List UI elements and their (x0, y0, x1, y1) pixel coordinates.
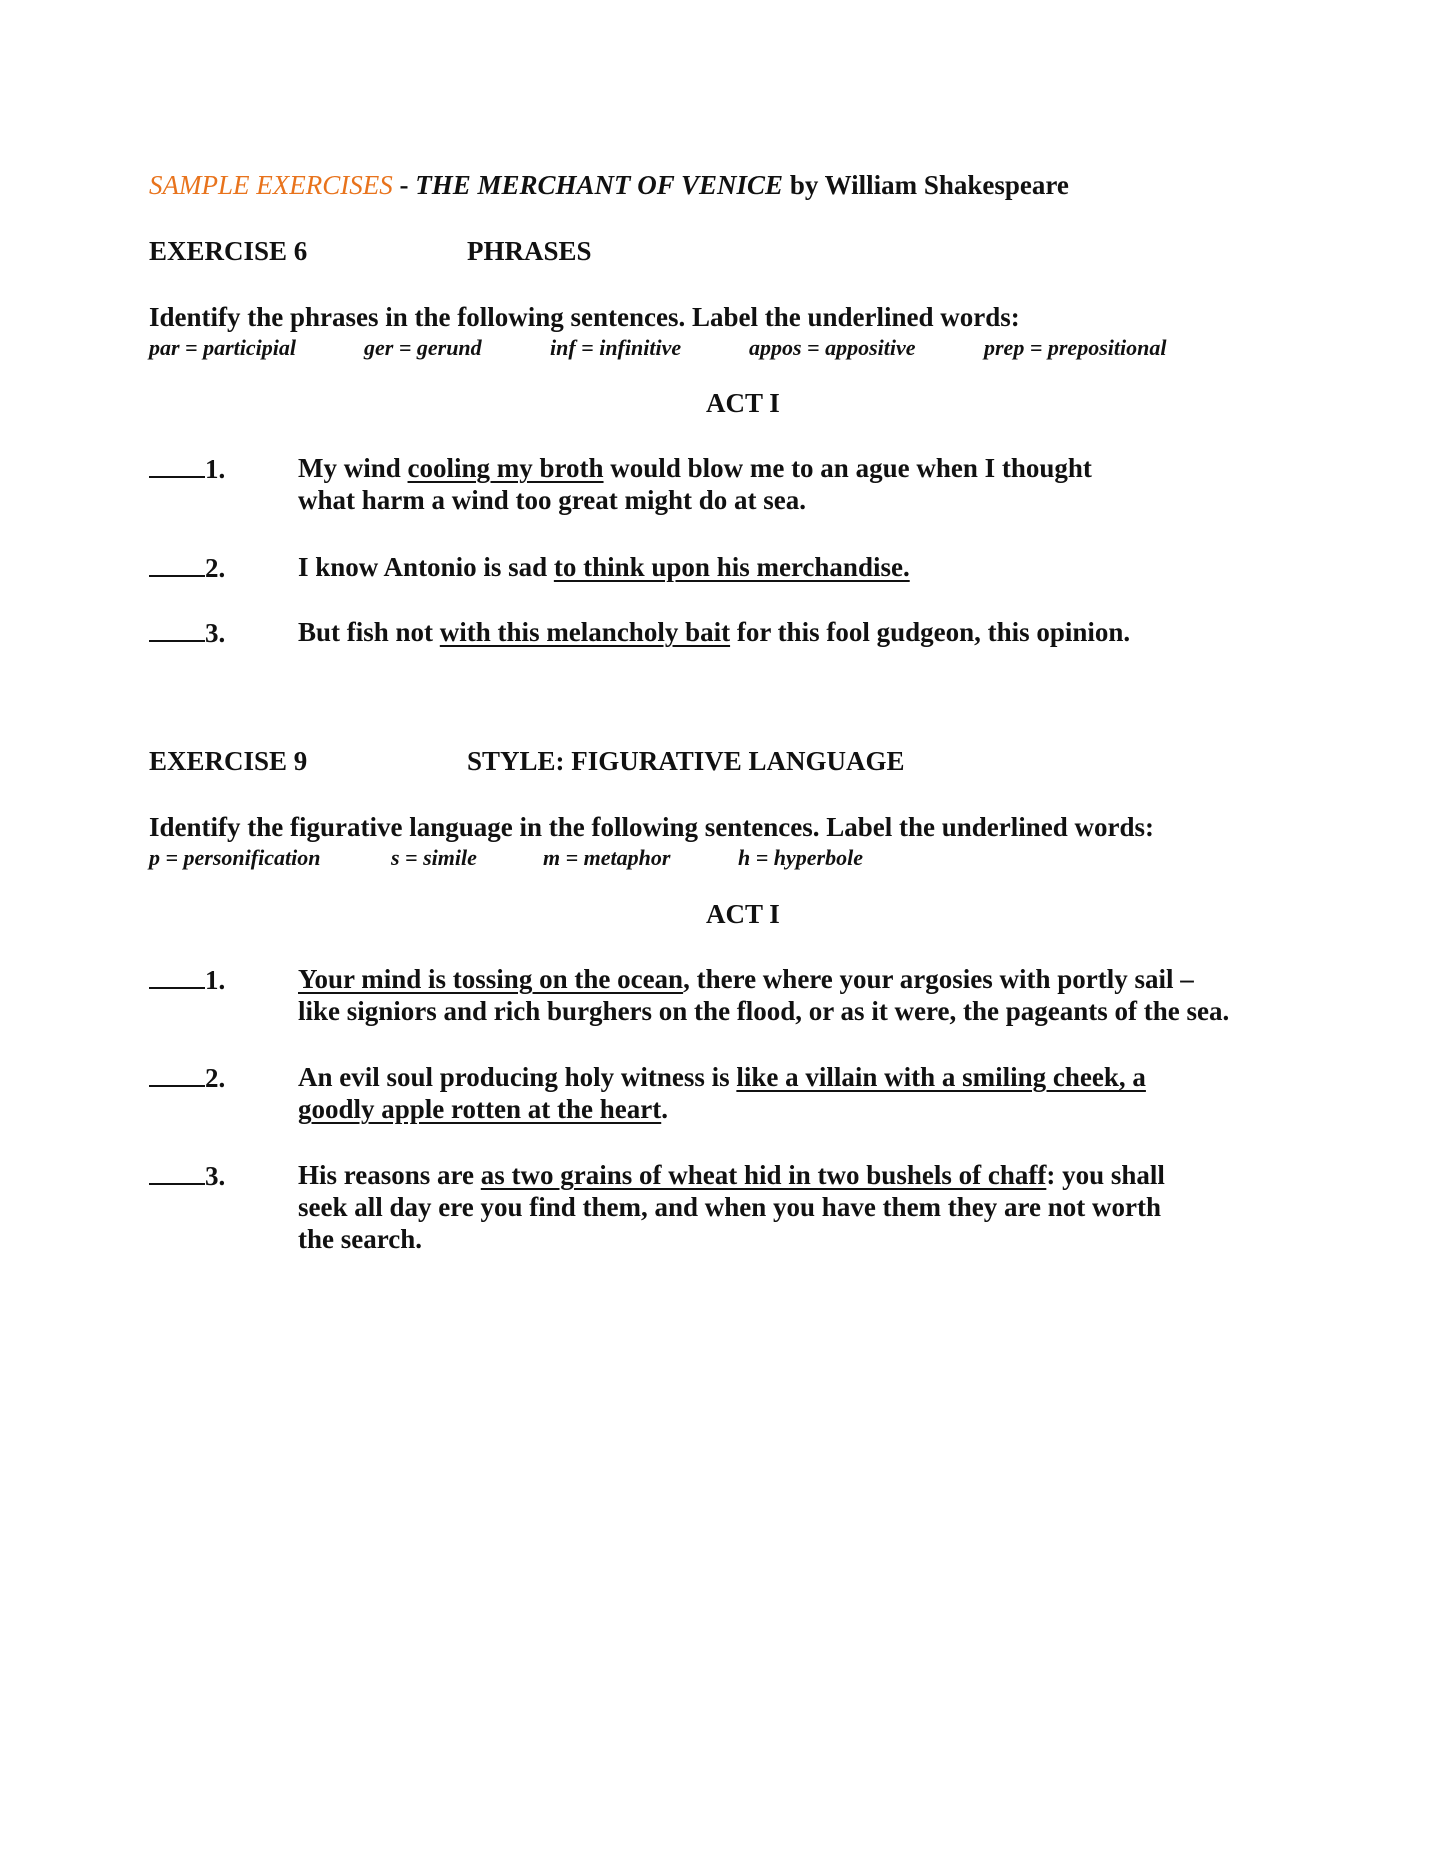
exercise-6-item-2-text (298, 551, 1298, 583)
item-line (298, 1223, 1298, 1255)
page-title (149, 170, 1069, 201)
exercise-9-item-1-blank (149, 965, 225, 996)
title-work: THE MERCHANT OF VENICE (415, 170, 784, 200)
exercise-9-item-1-text (298, 963, 1418, 1027)
exercise-9-item-3-text (298, 1159, 1298, 1255)
item-number: 3. (205, 1161, 226, 1191)
exercise-6-legend-prep: prep = prepositional (984, 335, 1167, 360)
exercise-6-item-3-blank (149, 618, 225, 649)
exercise-9-legend-m: m = metaphor (543, 845, 671, 870)
exercise-6-item-1-text (298, 452, 1298, 516)
underlined-phrase: cooling my broth (407, 453, 604, 483)
underlined-phrase: goodly apple rotten at the heart (298, 1094, 662, 1124)
answer-blank (149, 454, 205, 478)
exercise-9-legend-p: p = personification (149, 845, 321, 870)
sentence-text: . (661, 1094, 668, 1124)
exercise-6-legend-par: par = participial (149, 335, 296, 360)
item-number: 3. (205, 618, 226, 648)
exercise-6-item-2-blank (149, 553, 225, 584)
title-sample-label: SAMPLE EXERCISES (149, 170, 393, 200)
exercise-6-item-1-blank (149, 454, 225, 485)
sentence-text: His reasons are (298, 1160, 481, 1190)
underlined-phrase: like a villain with a smiling cheek, a (736, 1062, 1146, 1092)
item-line (298, 616, 1298, 648)
sentence-text: An evil soul producing holy witness is (298, 1062, 737, 1092)
exercise-9-legend-s: s = simile (391, 845, 477, 870)
title-dash: - (392, 170, 416, 200)
item-number: 1. (205, 965, 226, 995)
sentence-text: , there where your argosies with portly sail – (683, 964, 1194, 994)
sentence-text: I know Antonio is sad (298, 552, 554, 582)
exercise-6-item-3-text (298, 616, 1298, 648)
underlined-phrase: with this melancholy bait (439, 617, 731, 647)
item-line (298, 551, 1298, 583)
item-line (298, 1159, 1298, 1191)
exercise-9-label: EXERCISE 9 (149, 746, 308, 776)
sentence-text: But fish not (298, 617, 440, 647)
answer-blank (149, 553, 205, 577)
exercise-6-instructions: Identify the phrases in the following sentences. Label the underlined words: (149, 302, 1020, 332)
answer-blank (149, 965, 205, 989)
item-line (298, 1061, 1298, 1093)
item-number: 1. (205, 454, 226, 484)
underlined-phrase: as two grains of wheat hid in two bushels of chaff (480, 1160, 1047, 1190)
exercise-9-legend-h: h = hyperbole (738, 845, 863, 870)
exercise-6-topic: PHRASES (467, 236, 592, 266)
exercise-9-topic: STYLE: FIGURATIVE LANGUAGE (467, 746, 905, 776)
sentence-text: like signiors and rich burghers on the flood, or as it were, the pageants of the sea. (298, 996, 1230, 1026)
answer-blank (149, 618, 205, 642)
item-line (298, 963, 1418, 995)
sentence-text: the search. (298, 1224, 422, 1254)
sentence-text: seek all day ere you find them, and when you have them they are not worth (298, 1192, 1162, 1222)
exercise-6-legend-ger: ger = gerund (364, 335, 482, 360)
exercise-9-item-3-blank (149, 1161, 225, 1192)
exercise-6-act-heading: ACT I (706, 388, 780, 418)
item-number: 2. (205, 1063, 226, 1093)
exercise-9-item-2-blank (149, 1063, 225, 1094)
item-line (298, 1191, 1298, 1223)
exercise-9-act-heading: ACT I (706, 899, 780, 929)
underlined-phrase: to think upon his merchandise. (553, 552, 910, 582)
exercise-9-item-2-text (298, 1061, 1298, 1125)
answer-blank (149, 1063, 205, 1087)
item-number: 2. (205, 553, 226, 583)
sentence-text: : you shall (1046, 1160, 1165, 1190)
item-line (298, 1093, 1298, 1125)
sentence-text: My wind (298, 453, 408, 483)
sentence-text: for this fool gudgeon, this opinion. (730, 617, 1131, 647)
exercise-6-label: EXERCISE 6 (149, 236, 308, 266)
exercise-6-legend-appos: appos = appositive (749, 335, 916, 360)
item-line (298, 995, 1418, 1027)
item-line (298, 452, 1298, 484)
answer-blank (149, 1161, 205, 1185)
underlined-phrase: Your mind is tossing on the ocean (298, 964, 684, 994)
sentence-text: would blow me to an ague when I thought (603, 453, 1092, 483)
exercise-9-instructions: Identify the figurative language in the following sentences. Label the underlined words: (149, 812, 1155, 842)
exercise-6-legend-inf: inf = infinitive (550, 335, 682, 360)
item-line: what harm a wind too great might do at sea. (298, 485, 806, 515)
title-author: by William Shakespeare (783, 170, 1069, 200)
